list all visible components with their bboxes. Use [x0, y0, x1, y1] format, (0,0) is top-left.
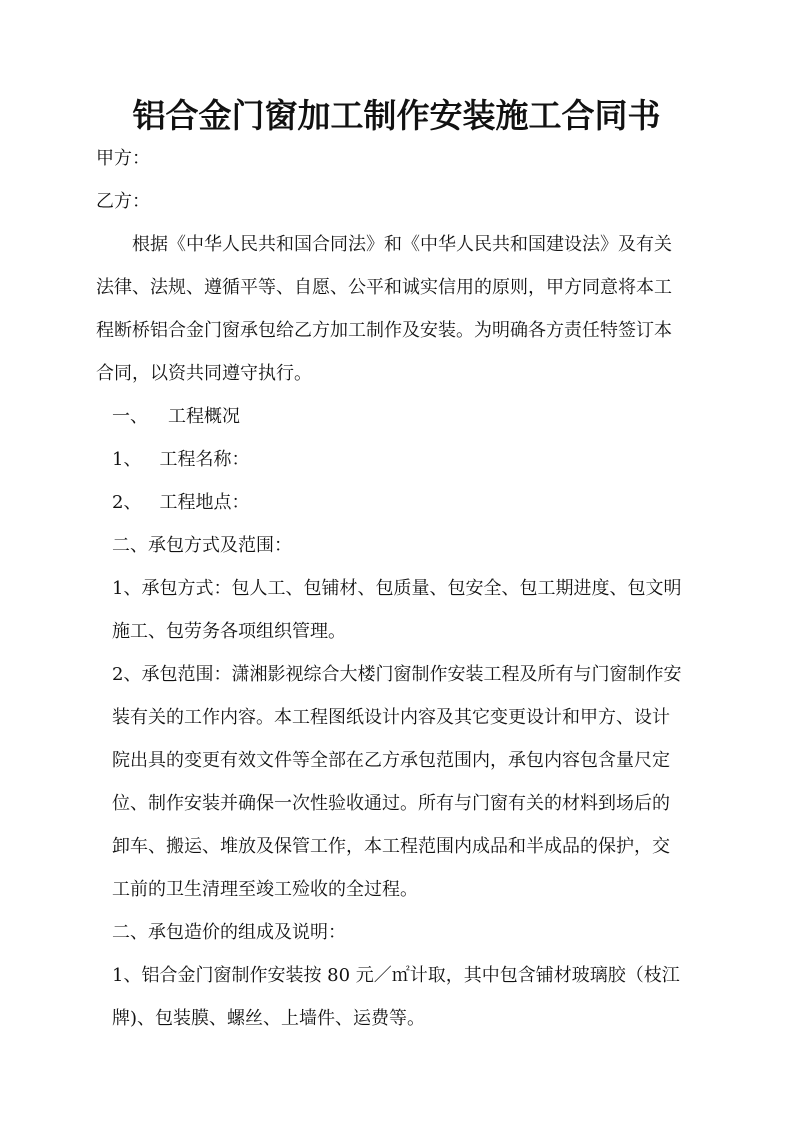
project-name-number: 1、 [112, 449, 142, 470]
project-location-label: 工程地点： [159, 492, 250, 513]
contract-scope-line-6: 工前的卫生清理至竣工殓收的全过程。 [112, 879, 418, 900]
preamble-line-3: 程断桥铝合金门窗承包给乙方加工制作及安装。为明确各方责任特签订本 [96, 320, 672, 341]
contract-scope-line-3: 院出具的变更有效文件等全部在乙方承包范围内，承包内容包含量尺定 [112, 750, 670, 771]
pricing-line-1: 1、铝合金门窗制作安装按 80 元／㎡计取，其中包含铺材玻璃胶（枝江 [112, 965, 680, 986]
contract-scope-line-4: 位、制作安装并确保一次性验收通过。所有与门窗有关的材料到场后的 [112, 793, 670, 814]
section-3-heading: 二、承包造价的组成及说明： [112, 922, 346, 943]
project-name-line [112, 448, 249, 472]
preamble-line-4: 合同，以资共同遵守执行。 [96, 363, 312, 384]
section-1-number: 一、 [112, 406, 148, 427]
section-2-heading: 二、承包方式及范围： [112, 535, 292, 556]
section-1-heading [112, 405, 240, 429]
contract-method-line-2: 施工、包劳务各项组织管理。 [112, 621, 346, 642]
section-1-title: 工程概况 [168, 406, 240, 427]
party-b-label: 乙方： [96, 191, 150, 212]
preamble-line-1: 根据《中华人民共和国合同法》和《中华人民共和国建设法》及有关 [132, 234, 672, 255]
pricing-line-2: 牌)、包装膜、螺丝、上墙件、运费等。 [112, 1008, 426, 1029]
party-a-label: 甲方： [96, 148, 150, 169]
project-location-number: 2、 [112, 492, 142, 513]
preamble-line-2: 法律、法规、遵循平等、自愿、公平和诚实信用的原则，甲方同意将本工 [96, 277, 672, 298]
contract-scope-line-1: 2、承包范围：潇湘影视综合大楼门窗制作安装工程及所有与门窗制作安 [112, 664, 682, 685]
project-name-label: 工程名称： [159, 449, 250, 470]
contract-method-line-1: 1、承包方式：包人工、包铺材、包质量、包安全、包工期进度、包文明 [112, 578, 682, 599]
contract-scope-line-5: 卸车、搬运、堆放及保管工作，本工程范围内成品和半成品的保护，交 [112, 836, 670, 857]
project-location-line [112, 491, 249, 515]
contract-scope-line-2: 装有关的工作内容。本工程图纸设计内容及其它变更设计和甲方、设计 [112, 707, 670, 728]
document-title: 铝合金门窗加工制作安装施工合同书 [132, 96, 661, 135]
